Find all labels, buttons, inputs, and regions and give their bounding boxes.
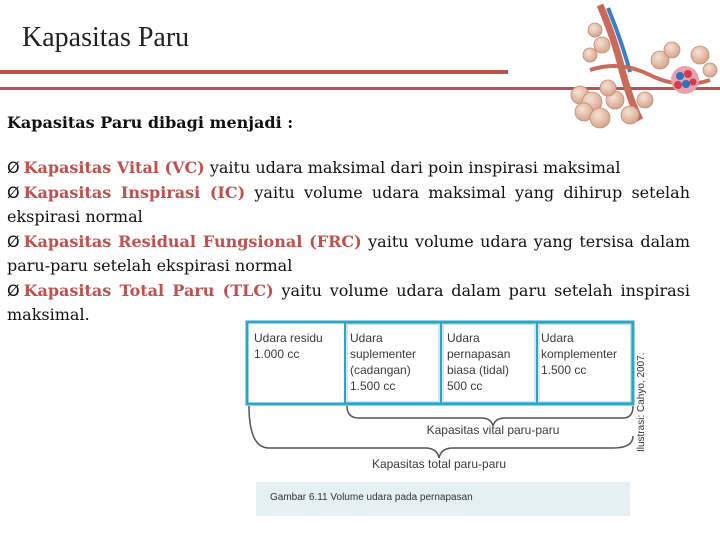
figure-caption-box	[256, 482, 630, 516]
intro-text: Kapasitas Paru dibagi menjadi :	[7, 113, 294, 132]
item-term: Kapasitas Vital (VC)	[23, 158, 205, 177]
list-item	[7, 181, 690, 230]
item-description: yaitu udara maksimal dari poin inspirasi maksimal	[204, 158, 621, 177]
item-term: Kapasitas Residual Fungsional (FRC)	[23, 231, 362, 251]
title-divider	[0, 70, 508, 74]
cell-complemental: Udara komplementer 1.500 cc	[541, 331, 618, 377]
cell-tidal: Udara pernapasan biasa (tidal) 500 cc	[447, 331, 511, 393]
arrow-bullet-icon: Ø	[7, 158, 20, 177]
lung-illustration	[560, 0, 720, 140]
capacity-list	[7, 156, 690, 328]
cell-supplemental: Udara suplementer (cadangan) 1.500 cc	[350, 331, 417, 393]
arrow-bullet-icon: Ø	[7, 182, 20, 202]
figure-credit: Ilustrasi: Cahyo, 2007.	[636, 352, 647, 452]
arrow-bullet-icon: Ø	[7, 231, 20, 251]
list-item	[7, 156, 690, 181]
item-description: yaitu volume udara dalam paru setelah inspirasi maksimal.	[7, 280, 691, 324]
total-capacity-label: Kapasitas total paru-paru	[371, 457, 507, 471]
item-term: Kapasitas Total Paru (TLC)	[23, 280, 274, 300]
slide-title: Kapasitas Paru	[22, 22, 190, 53]
vital-capacity-label: Kapasitas vital paru-paru	[426, 423, 560, 437]
cell-residual: Udara residu 1.000 cc	[254, 331, 323, 361]
item-description: yaitu volume udara yang tersisa dalam paru-paru setelah ekspirasi normal	[7, 231, 690, 275]
arrow-bullet-icon: Ø	[7, 280, 20, 300]
item-description: yaitu volume udara maksimal yang dihirup setelah ekspirasi normal	[7, 182, 690, 226]
list-item	[7, 230, 690, 279]
figure-caption: Gambar 6.11 Volume udara pada pernapasan	[270, 492, 473, 503]
item-term: Kapasitas Inspirasi (IC)	[23, 182, 246, 202]
